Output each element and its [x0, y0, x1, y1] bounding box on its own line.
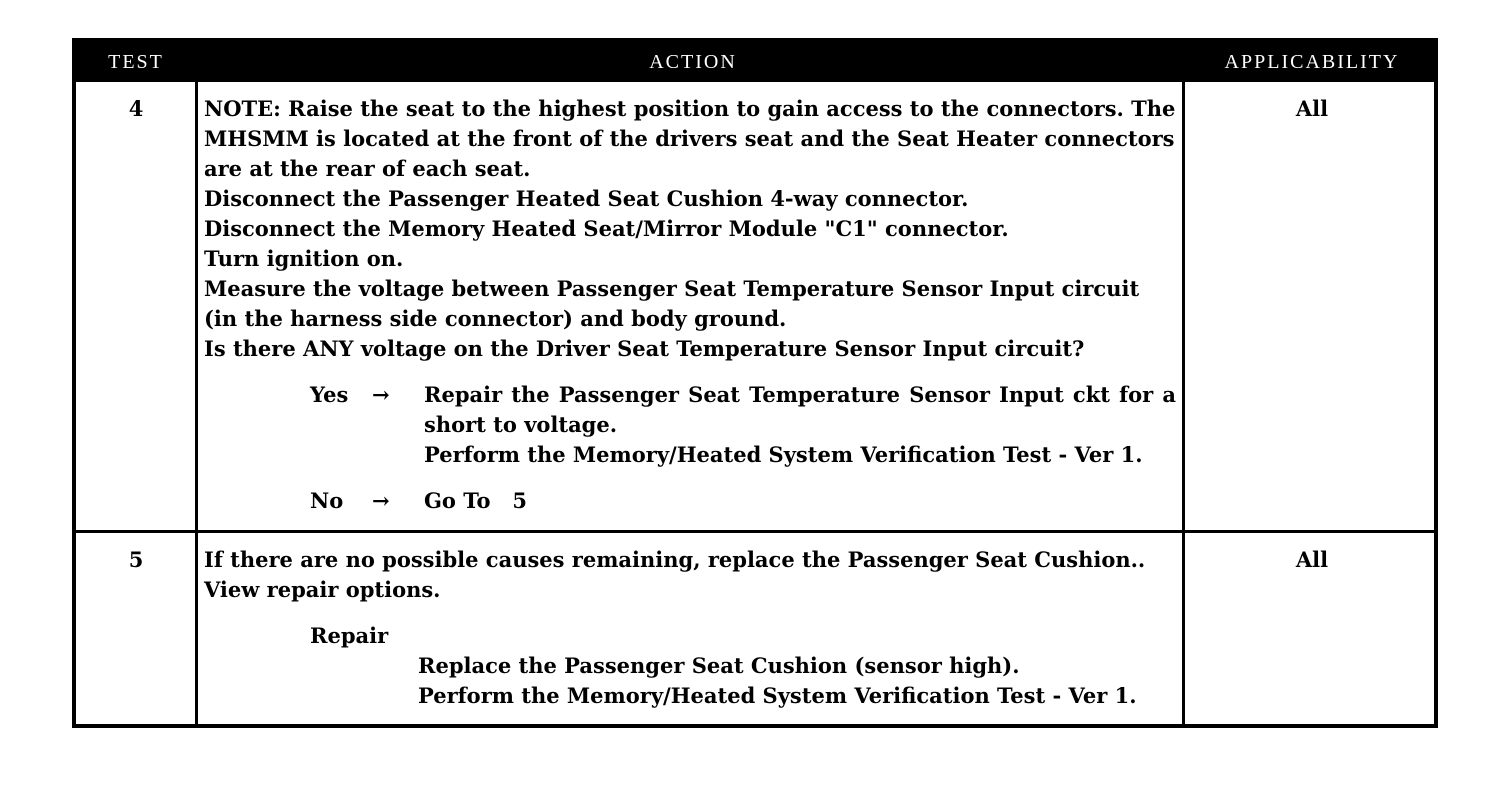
action-line: NOTE: Raise the seat to the highest position to gain access to the connectors. The MHSMM is located at the front of the drivers seat and the Seat Heater connectors are at the rear of each seat.	[204, 96, 1176, 181]
yes-text: Repair the Passenger Seat Temperature Sensor Input ckt for a short to voltage.	[424, 382, 1176, 437]
yes-text: Perform the Memory/Heated System Verification Test - Ver 1.	[424, 442, 1143, 467]
header-applicability: APPLICABILITY	[1224, 51, 1400, 73]
no-branch	[204, 486, 1176, 516]
applicability-value: All	[1295, 547, 1329, 572]
table-row	[76, 533, 1434, 724]
action-line: Measure the voltage between Passenger Seat Temperature Sensor Input circuit (in the harness side connector) and body ground.	[204, 276, 1140, 331]
action-cell	[204, 545, 1176, 711]
repair-text: Perform the Memory/Heated System Verification Test - Ver 1.	[418, 683, 1137, 708]
test-number: 4	[128, 96, 144, 121]
applicability-value: All	[1295, 96, 1329, 121]
action-line: Disconnect the Memory Heated Seat/Mirror Module "C1" connector.	[204, 216, 1009, 241]
header-action: ACTION	[649, 51, 737, 73]
header-test: TEST	[108, 51, 164, 73]
no-label: No	[310, 488, 344, 513]
repair-options-link[interactable]: View repair options.	[204, 577, 441, 602]
action-cell	[204, 94, 1176, 516]
action-line: Disconnect the Passenger Heated Seat Cushion 4-way connector.	[204, 186, 969, 211]
no-goto-link[interactable]: Go To 5	[424, 488, 528, 513]
diagnostic-table	[72, 38, 1438, 728]
arrow-icon: →	[372, 488, 390, 513]
test-number: 5	[128, 547, 144, 572]
repair-label: Repair	[310, 623, 389, 648]
action-line: Turn ignition on.	[204, 246, 404, 271]
action-line: If there are no possible causes remaining, replace the Passenger Seat Cushion..	[204, 547, 1146, 572]
action-line: Is there ANY voltage on the Driver Seat Temperature Sensor Input circuit?	[204, 336, 1085, 361]
yes-branch	[204, 380, 1176, 470]
arrow-icon: →	[372, 382, 390, 407]
yes-label: Yes	[310, 382, 349, 407]
table-row	[76, 82, 1434, 530]
repair-text: Replace the Passenger Seat Cushion (sensor high).	[418, 653, 1020, 678]
table-header	[76, 42, 1434, 82]
